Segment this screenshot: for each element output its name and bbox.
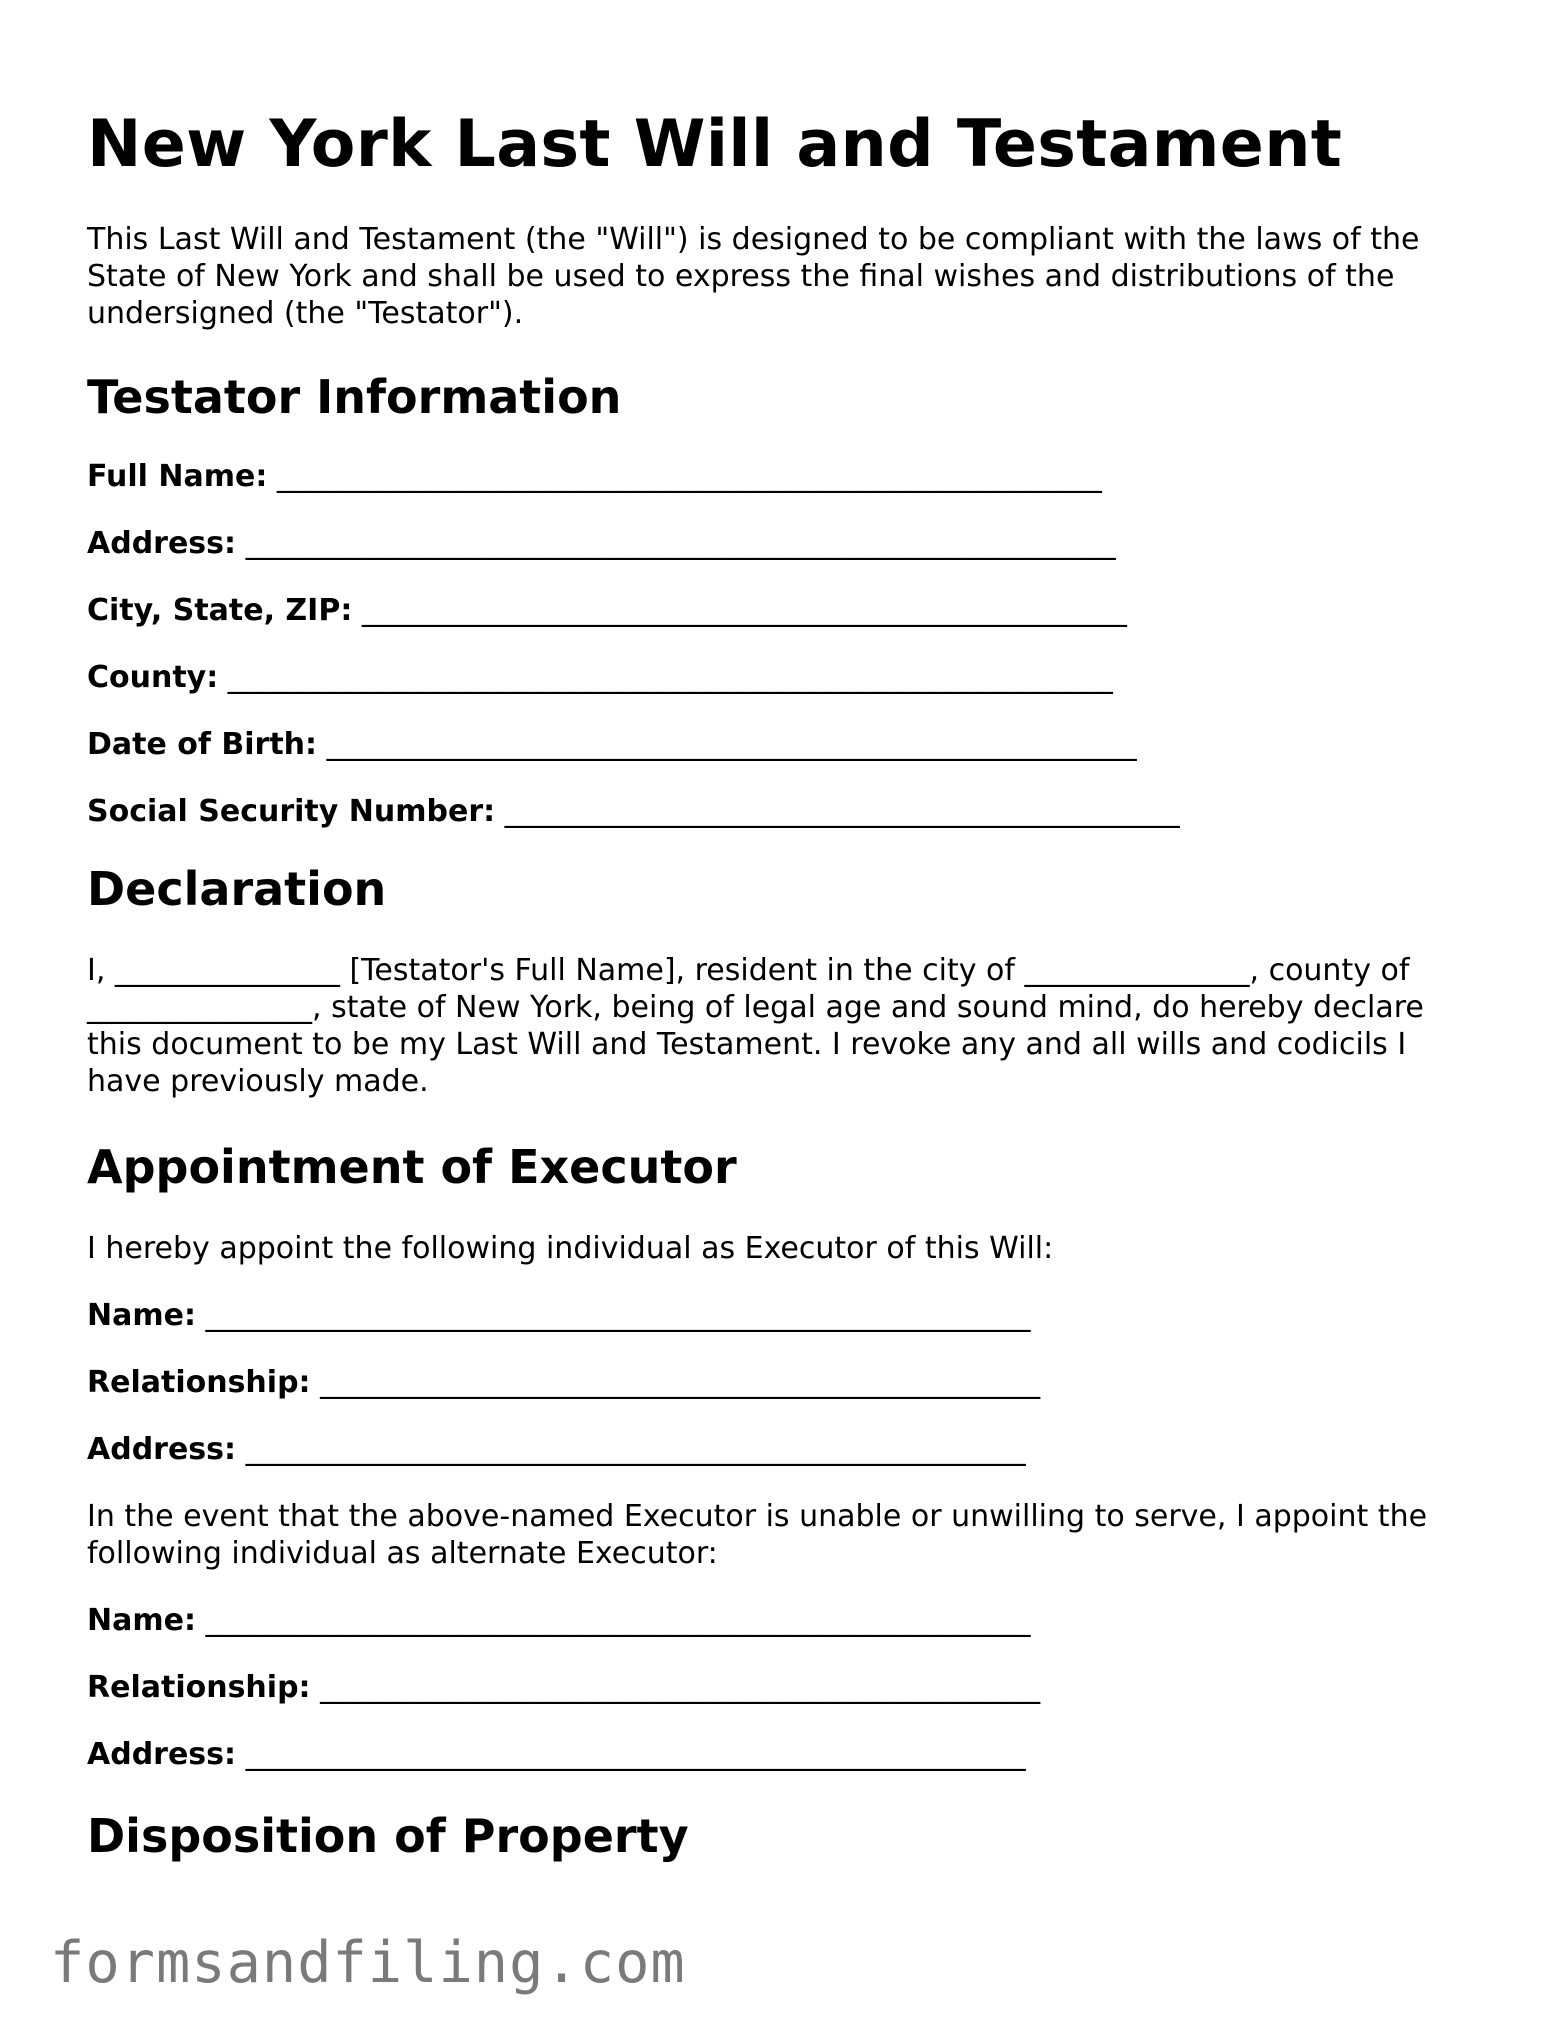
watermark: formsandfiling.com bbox=[50, 1930, 686, 1996]
field-label: County: bbox=[87, 660, 219, 695]
field-blank[interactable]: _______________________________________________________ bbox=[205, 1603, 1031, 1638]
alternate-executor-address-field[interactable] bbox=[87, 1736, 1487, 1773]
declaration-paragraph: I, _______________ [Testator's Full Name], resident in the city of _______________, county of _______________, state of New York, being of legal age and sound mind, do hereby declare this document to be my Last Will and Testament. I revoke any and all wills and codicils I have previously made. bbox=[87, 953, 1424, 1099]
ssn-field[interactable] bbox=[87, 793, 1487, 830]
executor-address-field[interactable] bbox=[87, 1431, 1487, 1468]
will-document bbox=[87, 100, 1487, 1863]
testator-heading: Testator Information bbox=[87, 370, 622, 424]
address-field[interactable] bbox=[87, 525, 1487, 562]
field-blank[interactable]: ___________________________________________________________ bbox=[227, 660, 1113, 695]
field-label: Address: bbox=[87, 526, 237, 561]
field-label: Address: bbox=[87, 1737, 237, 1772]
field-blank[interactable]: _______________________________________________________ bbox=[205, 1298, 1031, 1333]
field-blank[interactable]: ________________________________________________ bbox=[320, 1365, 1041, 1400]
alternate-executor-relationship-field[interactable] bbox=[87, 1669, 1487, 1706]
field-label: Relationship: bbox=[87, 1670, 311, 1705]
executor-name-field[interactable] bbox=[87, 1297, 1487, 1334]
city-state-zip-field[interactable] bbox=[87, 592, 1487, 629]
field-blank[interactable]: ________________________________________________ bbox=[320, 1670, 1041, 1705]
field-blank[interactable]: _______________________________________________________ bbox=[276, 459, 1102, 494]
field-blank[interactable]: ___________________________________________________ bbox=[361, 593, 1127, 628]
full-name-field[interactable] bbox=[87, 458, 1487, 495]
field-blank[interactable]: ____________________________________________________ bbox=[245, 1432, 1026, 1467]
executor-relationship-field[interactable] bbox=[87, 1364, 1487, 1401]
alternate-executor-intro: In the event that the above-named Executor is unable or unwilling to serve, I appoint the following individual as alternate Executor: bbox=[87, 1499, 1428, 1571]
county-field[interactable] bbox=[87, 659, 1487, 696]
field-label: Date of Birth: bbox=[87, 727, 318, 762]
field-label: Full Name: bbox=[87, 459, 268, 494]
field-label: City, State, ZIP: bbox=[87, 593, 353, 628]
field-blank[interactable]: __________________________________________________________ bbox=[245, 526, 1116, 561]
property-heading: Disposition of Property bbox=[87, 1809, 689, 1863]
field-label: Relationship: bbox=[87, 1365, 311, 1400]
field-label: Name: bbox=[87, 1603, 196, 1638]
field-blank[interactable]: ______________________________________________________ bbox=[326, 727, 1137, 762]
field-label: Name: bbox=[87, 1298, 196, 1333]
field-label: Address: bbox=[87, 1432, 237, 1467]
declaration-heading: Declaration bbox=[87, 862, 387, 916]
executor-intro: I hereby appoint the following individual as Executor of this Will: bbox=[87, 1231, 1054, 1266]
alternate-executor-name-field[interactable] bbox=[87, 1602, 1487, 1639]
field-blank[interactable]: ____________________________________________________ bbox=[245, 1737, 1026, 1772]
date-of-birth-field[interactable] bbox=[87, 726, 1487, 763]
field-blank[interactable]: _____________________________________________ bbox=[504, 794, 1180, 829]
executor-heading: Appointment of Executor bbox=[87, 1140, 737, 1194]
document-title: New York Last Will and Testament bbox=[87, 107, 1343, 182]
intro-paragraph: This Last Will and Testament (the "Will") is designed to be compliant with the laws of the State of New York and shall be used to express the final wishes and distributions of the undersigned (the "Testator"). bbox=[87, 222, 1420, 331]
field-label: Social Security Number: bbox=[87, 794, 496, 829]
